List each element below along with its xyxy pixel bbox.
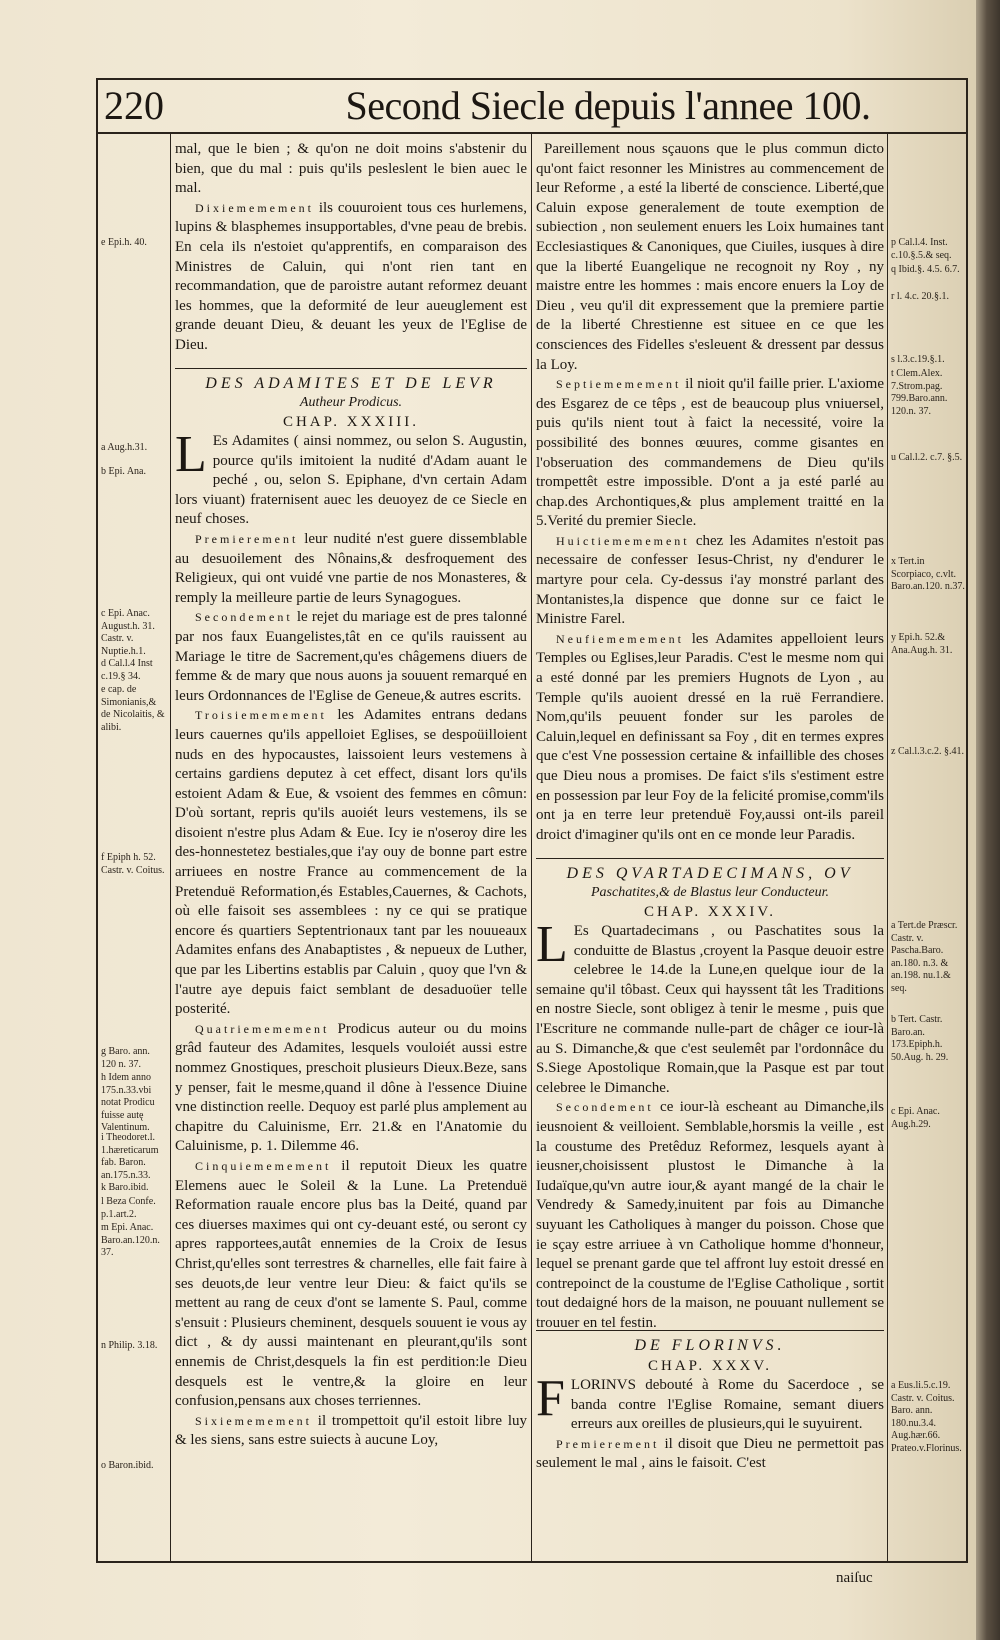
drop-cap: F	[536, 1370, 565, 1427]
right-column-top	[536, 140, 884, 845]
paragraph-text: il disoit que Dieu ne permettoit pas seulement le mal , ains le faisoit. C'est	[536, 1435, 884, 1472]
margin-note: a Tert.de Præscr. Castr. v. Pascha.Baro. an.180. n.3. & an.198. nu.1.& seq.	[891, 920, 958, 994]
margin-note: k Baro.ibid.	[101, 1182, 149, 1193]
paragraph-lead: Troisiememement	[195, 708, 327, 723]
page-number: 220	[104, 83, 164, 128]
paragraph-text: ce iour-là escheant au Dimanche,ils ieusnoient & veilloient. Semblable,horsmis la veille , est la coustume des Pretêduz Reformez, lesquels ayant à ieusner,choisissent plustost le Dimanche à la Iudaïque,qu'vn autre iour,& ayant mangé de la chair le Vendredy & Samedy,inuitent par fois au Dimanche suyuant les Catholiques à manger du poisson. Chose que ie sçay estre arriuee à vn Catholique homme d'honneur, lequel se prenant garde que tel affront luy estoit dressé en contrepoinct de la coustume de l'Eglise Catholique , sortit tout dedaigné hors de la maison, ne pouuant nullement se trouuer en tel festin.	[536, 1099, 884, 1331]
left-margin-rule	[170, 134, 171, 1562]
right-column-florinus	[536, 1336, 884, 1474]
margin-note: e cap. de Simonianis,& de Nicolaitis, & alibi.	[101, 684, 165, 733]
paragraph-lead: Premierement	[556, 1436, 660, 1451]
paragraph-text: les Adamites appelloient leurs Temples ou Eglises,leur Paradis. C'est le mesme nom qui a esté donné par les premiers Hugnots de Lyon , au Temple qu'ils auoient dressé en la ruë Ferrandiere. Nom,qu'ils peuuent fonder sur les paroles de Caluin,lequel en definissant sa Foy , dit en termes expres que c'est Vne possession certaine & infaillible des choses que Dieu nous a promises. De faict s'ils s'estiment estre en possession par leur Foy de la felicité promise,comm'ils ont ja en terre leur pretenduë Foy,aussi ont-ils pareil droict d'imaginer qu'ils ont en ce monde leur Paradis.	[536, 630, 884, 843]
paragraph	[175, 1412, 527, 1451]
margin-note: g Baro. ann. 120 n. 37.	[101, 1046, 150, 1070]
paragraph	[175, 706, 527, 1020]
margin-note: z Cal.l.3.c.2. §.41.	[891, 746, 965, 757]
page-edge	[976, 0, 1000, 1640]
paragraph	[536, 1435, 884, 1474]
drop-cap: L	[175, 426, 207, 483]
margin-note: s l.3.c.19.§.1.	[891, 354, 945, 365]
paragraph-text: les Adamites entrans dedans leurs cauernes qu'ils appelloiet Eglises, se despoüilloient nuds en des hypocaustes, laissoient leurs vestemens à certains gardiens deputez à cet effect, disant lors qu'ils estoient Adam & Eue, & vsoient des femmes en cômun: D'où sortant, repris qu'ils auoiét leurs vestemens, ils se disoient n'estre plus Adam & Eue. Icy ie n'oseroy dire les des-honnestetez bestiales,que i'ay ouy de bonne part estre arriuees en nostre France au commencement de la Pretenduë Reformation,és Estables,Cauernes, & Cachots, où elle faisoit ses assemblees : ny ce qui se pratique encore és quartiers Septentrionaux tant par les nouueaux Adamites enfans des Anabaptistes , & nepueux de Luther, que par les Libertins establis par Caluin , quoy que l'vn & l'autre aye depuis faict semblant de desaduoüer telle posterité.	[175, 707, 527, 1018]
running-title: Second Siecle depuis l'annee 100.	[345, 83, 871, 128]
paragraph-lead: Cinquiememement	[195, 1158, 332, 1173]
paragraph	[536, 375, 884, 532]
section-rule	[175, 368, 527, 369]
paragraph-text: Es Quartadecimans , ou Paschatites sous la conduitte de Blastus ,croyent la Pasque deuoir estre celebree le 14.de la Lune,en quelque iour de la semaine qu'il tôbast. Ceux qui hayssent tât les Traditions en nostre Siecle, sont obligez à tenir le mesme , puis que l'Escriture ne commande nulle-part de châger ce iour-là au S. Dimanche,& que c'est seulemêt par l'ordonnâce du S.Siege Apostolique Romain,que la Pasque est par tout celebree le Dimanche.	[536, 923, 884, 1096]
paragraph-lead: Neufiememement	[556, 631, 684, 646]
page-header	[98, 80, 966, 134]
section-heading: DES ADAMITES ET DE LEVR	[205, 375, 497, 392]
margin-note: p Cal.l.4. Inst. c.10.§.5.& seq.	[891, 237, 952, 261]
paragraph-lead: Secondement	[556, 1100, 654, 1115]
section-rule	[536, 858, 884, 859]
paragraph: mal, que le bien ; & qu'on ne doit moins s'abstenir du bien, que du mal : puis qu'ils pesleslent le bien auec le mal.	[175, 141, 527, 197]
paragraph	[536, 532, 884, 630]
paragraph-text: Prodicus auteur ou du moins grâd fauteur des Adamites, lesquels vouloiét aussi estre nommez Gnostiques, preschoit plusieurs Dieux.Beze, sans y penser, fait le mesme,quand il dône à l'essence Diuine vne distinction reelle. Dequoy est parlé plus amplement au chapitre du Caluinisme, Err. 21.& en l'Anatomie du Caluinisme, p. 1. Dilemme 46.	[175, 1020, 527, 1155]
paragraph-lead: Huictiememement	[556, 533, 690, 548]
margin-note: r l. 4.c. 20.§.1.	[891, 291, 950, 302]
paragraph-lead: Secondement	[195, 610, 293, 625]
drop-cap: L	[536, 916, 568, 973]
section-subheading: Autheur Prodicus.	[299, 395, 403, 410]
margin-note: q Ibid.§. 4.5. 6.7.	[891, 264, 960, 275]
paragraph: Pareillement nous sçauons que le plus commun dicto qu'ont faict resonner les Ministres au commencement de leur Reforme , a esté la liberté de conscience. Liberté,que Caluin expose generalement de toute exemption de subiection , non seulement enuers les Loix humaines tant Ecclesiastiques & Canoniques, que Ciuiles, iusques à dire que la liberté Euangelique ne recognoit ny Roy , ny maistre entre les hommes : mais encore enuers la Loy de Dieu , veu qu'il dit expressement que la premiere partie de la liberté Chrestienne est situee en ce que les consciences des Fidelles s'esleuent & dressent par dessus la Loy.	[536, 141, 884, 373]
paragraph	[536, 630, 884, 846]
paragraph-text: ils couuroient tous ces hurlemens, lupins & blasphemes insupportables, d'vne peau de brebis. En cela ils n'estoiet qu'apprentifs, en comparaison des Ministres de Caluin, qui n'ont rien tant en recommandation, que de paroistre autant reformez deuant les hommes, que la deformité de leur aueuglement est grande deuant Dieu, & deuant les yeux de l'Eglise de Dieu.	[175, 199, 527, 353]
paragraph-text: Es Adamites ( ainsi nommez, ou selon S. Augustin, pource qu'ils imitoient la nudité d'Adam auant le peché , ou, selon S. Epiphane, d'vn certain Adam lors viuant) fraternisent auec les deuoyez de ce Siecle en neuf choses.	[175, 433, 527, 528]
margin-note: c Epi. Anac. August.h. 31. Castr. v. Nuptie.h.1.	[101, 608, 155, 657]
paragraph-lead: Sixiememement	[195, 1413, 312, 1428]
margin-note: h Idem anno 175.n.33.vbi notat Prodicu fuisse autę Valentinum.	[101, 1072, 155, 1133]
left-column-adamites	[175, 374, 527, 1451]
paragraph-lead: Premierement	[195, 531, 299, 546]
margin-note: i Theodoret.l. 1.hæreticarum fab. Baron. an.175.n.33.	[101, 1132, 159, 1181]
right-column-quartadecimans	[536, 864, 884, 1333]
margin-note: b Tert. Castr. Baro.an. 173.Epiph.h. 50.Aug. h. 29.	[891, 1014, 949, 1063]
chapter-number: CHAP. XXXIV.	[644, 904, 776, 920]
paragraph-text: chez les Adamites n'estoit pas necessaire de confesser Iesus-Christ, ny d'endurer le martyre pour cela. Cy-dessus i'ay monstré parlant des Montanistes,la dispence que donne sur ce faict le Ministre Farel.	[536, 532, 884, 628]
margin-note: a Aug.h.31.	[101, 442, 148, 453]
paragraph-lead: Septiememement	[556, 377, 682, 392]
margin-note: a Eus.li.5.c.19. Castr. v. Coitus. Baro. ann. 180.nu.3.4. Aug.hær.66. Prateo.v.Florinus.	[891, 1380, 962, 1454]
chapter-number: CHAP. XXXV.	[648, 1358, 772, 1374]
paragraph-text: le rejet du mariage est de pres talonné par nos faux Euangelistes,tât en ce qu'ils rauissent au Mariage le titre de Sacrement,qu'es châgemens diuers de femme & de mary que nous auons ja souuent remarqué en leurs Ordonnances de l'Eglise de Geneue,& autres escrits.	[175, 609, 527, 704]
chapter-number: CHAP. XXXIII.	[282, 414, 420, 430]
margin-note: e Epi.h. 40.	[101, 237, 147, 248]
paragraph-text: il trompettoit qu'il estoit libre luy & les siens, sans estre suiects à aucune Loy,	[175, 1412, 527, 1449]
paragraph-lead: Dixiememement	[195, 200, 314, 215]
paragraph	[175, 1020, 527, 1157]
margin-note: u Cal.l.2. c.7. §.5.	[891, 452, 963, 463]
section-heading: DE FLORINVS.	[634, 1337, 786, 1354]
paragraph-text: il reputoit Dieux les quatre Elemens auec le Soleil & la Lune. La Pretenduë Reformation rauale encore plus bas la Deité, quand par ces diuerses maximes qui ont cy-deuant esté, ou seront cy apres rapportees,autât ennemies de la Croix de Iesus Christ,qu'elles sont terrestres & charnelles, elle fait faire à ses deuots,de leur ventre leur Dieu: & faict qu'ils se mettent au rang de ceux d'ont se lamente S. Paul, comme s'ensuit : Plusieurs cheminent, desquels souuent ie vous ay dict , & dy aussi maintenant en pleurant,qu'ils sont ennemis de Christ,desquels la fin est perdition:le Dieu desquels est le ventre,& la gloire en leur confusion,pensans aux choses terriennes.	[175, 1157, 527, 1410]
margin-note: f Epiph h. 52. Castr. v. Coitus.	[101, 852, 165, 876]
margin-note: m Epi. Anac. Baro.an.120.n. 37.	[101, 1222, 160, 1258]
section-subheading: Paschatites,& de Blastus leur Conducteur.	[591, 885, 829, 900]
right-margin-rule	[887, 134, 888, 1562]
section-heading: DES QVARTADECIMANS, OV	[566, 865, 854, 882]
paragraph-lead: Quatriememement	[195, 1021, 330, 1036]
paragraph	[175, 199, 527, 356]
center-rule	[531, 134, 532, 1562]
paragraph-text: leur nudité n'est guere dissemblable au desuoilement des Nônains,& desfroquement des Religieux, qui ont vuidé vne partie de nos Monasteres, & remply la meilleure partie de leurs Synagogues.	[175, 530, 527, 606]
margin-note: o Baron.ibid.	[101, 1460, 154, 1471]
catchword: naiſuc	[836, 1570, 873, 1586]
paragraph	[175, 530, 527, 608]
paragraph-text: il nioit qu'il faille prier. L'axiome des Esgarez de ce têps , est de beaucoup plus vniuersel, puis qu'ils nient tout à faict la necessité, voire la possibilité des bonnes œuures, comme gisantes en l'obseruation des commandemens de Dieu qu'ils trompettêt estre impossible. D'ont a ja esté parlé au chap.des Archontiques,& plus amplement traitté en la 5.Verité du premier Siecle.	[536, 376, 884, 530]
left-column-top	[175, 140, 527, 356]
paragraph-text: LORINVS debouté à Rome du Sacerdoce , se banda contre l'Eglise Romaine, semant diuers erreurs aux oreilles de plusieurs,qui le suyuirent.	[570, 1377, 884, 1433]
margin-note: x Tert.in Scorpiaco, c.vlt. Baro.an.120. n.37.	[891, 556, 965, 592]
paragraph	[536, 1098, 884, 1333]
margin-note: t Clem.Alex. 7.Strom.pag. 799.Baro.ann. 120.n. 37.	[891, 368, 948, 417]
margin-note: l Beza Confe. p.1.art.2.	[101, 1196, 156, 1220]
margin-note: y Epi.h. 52.& Ana.Aug.h. 31.	[891, 632, 953, 656]
paragraph	[175, 1157, 527, 1412]
margin-note: d Cal.l.4 Inst c.19.§ 34.	[101, 658, 153, 682]
margin-note: n Philip. 3.18.	[101, 1340, 158, 1351]
margin-note: b Epi. Ana.	[101, 466, 146, 477]
paragraph	[175, 608, 527, 706]
margin-note: c Epi. Anac. Aug.h.29.	[891, 1106, 940, 1130]
